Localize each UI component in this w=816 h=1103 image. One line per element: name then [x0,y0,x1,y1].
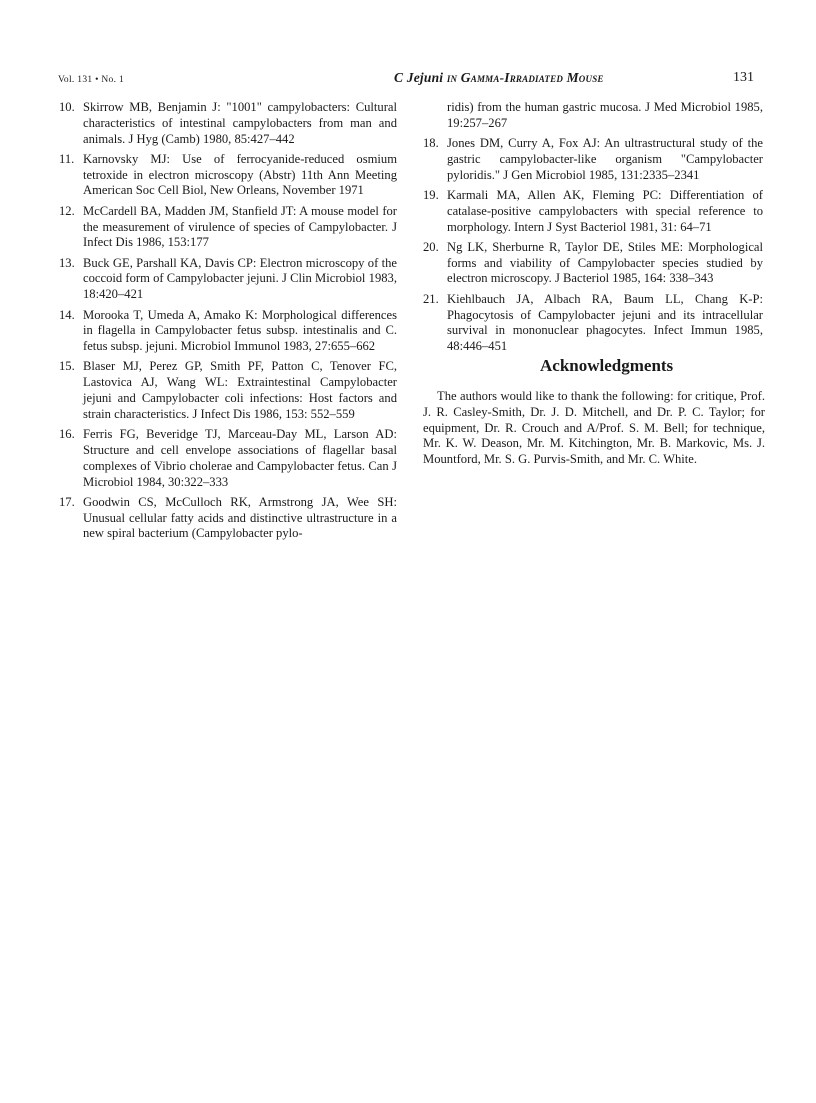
reference-text: Blaser MJ, Perez GP, Smith PF, Patton C, Tenover FC, Lastovica AJ, Wang WL: Extraintestinal Campylobacter jejuni and Campylobacter coli infections: Host factors and strain characteristics. J Infect Dis 1986, 153: 552–559 [83,359,397,421]
acknowledgments-heading: Acknowledgments [540,356,674,375]
journal-volume-issue: Vol. 131 • No. 1 [58,75,125,85]
reference-number: 10. [59,100,75,114]
reference-item [423,240,763,287]
reference-text: Buck GE, Parshall KA, Davis CP: Electron microscopy of the coccoid form of Campylobacter jejuni. J Clin Microbiol 1983, 18:420–421 [83,255,397,302]
reference-item [59,427,397,490]
reference-item [423,136,763,183]
reference-text: Ng LK, Sherburne R, Taylor DE, Stiles ME: Morphological forms and viability of Campylobacter species studied by electron microscopy. J Bacteriol 1985, 164: 338–343 [447,239,763,286]
running-title-lead: C Jejuni [394,70,444,85]
reference-number: 14. [59,307,75,322]
reference-item [59,100,397,147]
reference-number: 19. [423,187,439,202]
reference-text: Goodwin CS, McCulloch RK, Armstrong JA, Wee SH: Unusual cellular fatty acids and distinctive ultrastructure in a new spiral bacterium (Campylobacter pylo- [83,494,397,541]
reference-item [59,152,397,199]
reference-item [59,495,397,542]
references-left-column [59,100,397,547]
reference-number: 17. [59,494,75,509]
reference-text: Karnovsky MJ: Use of ferrocyanide-reduced osmium tetroxide in electron microscopy (Abstr) 11th Ann Meeting American Soc Cell Biol, New Orleans, November 1971 [83,151,397,198]
reference-item [59,308,397,355]
reference-number: 15. [59,359,75,374]
references-right-column [423,100,763,359]
reference-number: 18. [423,136,439,151]
reference-number: 21. [423,291,439,306]
reference-text: Karmali MA, Allen AK, Fleming PC: Differentiation of catalase-positive campylobacters with special reference to morphology. Intern J Syst Bacteriol 1981, 31: 64–71 [447,187,763,234]
reference-number: 16. [59,427,75,442]
acknowledgments-text: The authors would like to thank the following: for critique, Prof. J. R. Casley-Smith, Dr. J. D. Mitchell, and Dr. P. C. Taylor; for equipment, Dr. R. Crouch and A/Prof. S. M. Bell; for technique, Mr. K. W. Deason, Mr. M. Kitchington, Mr. B. Markovic, Ms. J. Mountford, Mr. S. G. Purvis-Smith, and Mr. C. White. [423,389,765,467]
reference-text: Skirrow MB, Benjamin J: "1001" campylobacters: Cultural characteristics of intestinal campylobacters from man and animals. J Hyg (Camb) 1980, 85:427–442 [83,100,397,146]
reference-item [59,359,397,422]
running-title [394,70,714,86]
reference-item [423,292,763,355]
reference-number: 13. [59,255,75,270]
reference-item [59,256,397,303]
reference-number: 12. [59,203,75,218]
reference-text: Ferris FG, Beveridge TJ, Marceau-Day ML, Larson AD: Structure and cell envelope associations of flagellar basal complexes of Vibrio cholerae and Campylobacter fetus. Can J Microbiol 1984, 30:322–333 [83,427,397,489]
reference-text: Kiehlbauch JA, Albach RA, Baum LL, Chang K-P: Phagocytosis of Campylobacter jejuni and its intracellular survival in mononuclear phagocytes. Infect Immun 1985, 48:446–451 [447,291,763,354]
reference-number: 11. [59,151,75,166]
reference-item [423,188,763,235]
page-number: 131 [733,70,754,85]
reference-text: Morooka T, Umeda A, Amako K: Morphological differences in flagella in Campylobacter fetus subsp. intestinalis and C. fetus subsp. jejuni. Microbiol Immunol 1983, 27:655–662 [83,307,397,354]
reference-continuation: ridis) from the human gastric mucosa. J Med Microbiol 1985, 19:257–267 [447,100,763,130]
running-title-rest: in Gamma-Irradiated Mouse [446,70,604,85]
reference-text: Jones DM, Curry A, Fox AJ: An ultrastructural study of the gastric campylobacter-like organism "Campylobacter pyloridis." J Gen Microbiol 1985, 131:2335–2341 [447,136,763,182]
reference-number: 20. [423,239,439,254]
reference-text: McCardell BA, Madden JM, Stanfield JT: A mouse model for the measurement of virulence of species of Campylobacter. J Infect Dis 1986, 153:177 [83,203,397,250]
reference-item [59,204,397,251]
